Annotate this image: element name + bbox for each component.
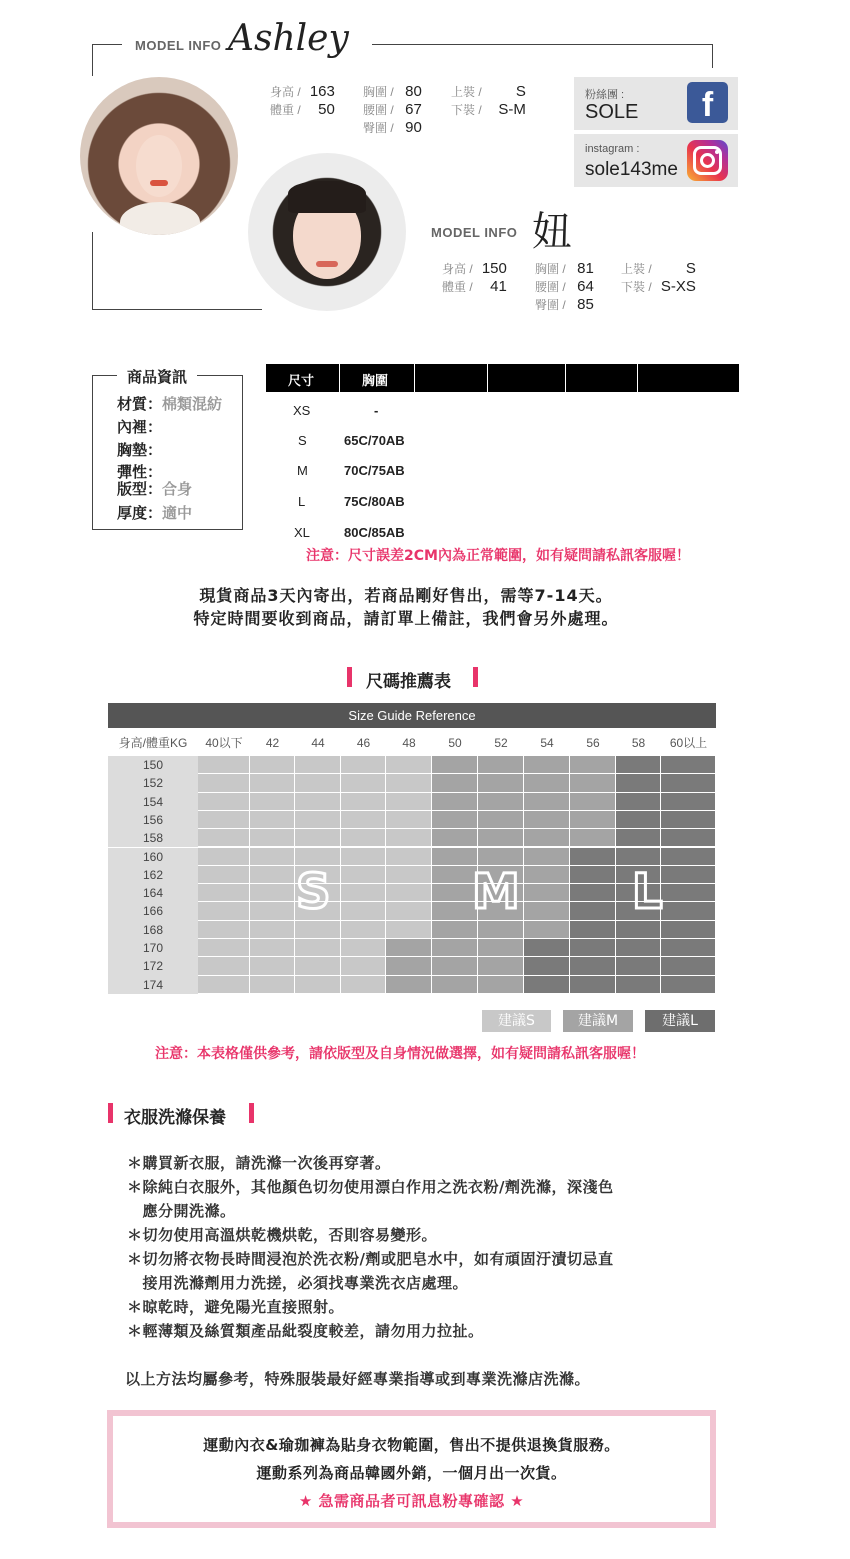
heading-bar xyxy=(347,667,352,687)
size-cell-l xyxy=(616,976,661,994)
size-cell-m xyxy=(570,811,616,829)
product-info-title: 商品資訊 xyxy=(117,366,197,387)
legend-s: 建議S xyxy=(482,1010,551,1032)
size-cell-s xyxy=(341,774,386,792)
size-cell-s xyxy=(386,774,432,792)
product-info-box xyxy=(92,368,243,530)
height-label: 162 xyxy=(108,866,198,884)
weight-header: 46 xyxy=(356,736,371,750)
size-cell-m xyxy=(432,921,478,939)
material-row: 材質：棉類混紡 xyxy=(117,395,223,413)
size-xs: XS xyxy=(293,403,311,418)
size-guide-notice: 注意：本表格僅供參考，請依版型及自身情況做選擇，如有疑問請私訊客服喔！ xyxy=(155,1046,645,1062)
size-cell-l xyxy=(661,902,716,920)
size-cell-l xyxy=(570,902,616,920)
size-cell-m xyxy=(524,866,570,884)
heading-bar xyxy=(108,1103,113,1123)
size-cell-m xyxy=(478,939,524,957)
lining-row: 內裡： xyxy=(117,418,163,436)
policy-line-2: 運動系列為商品韓國外銷，一個月出一次貨。 xyxy=(256,1464,567,1482)
model-name: Ashley xyxy=(228,18,349,59)
washing-title: 衣服洗滌保養 xyxy=(124,1108,226,1128)
size-cell-l xyxy=(661,829,716,847)
size-m: M xyxy=(297,463,308,478)
size-cell-m xyxy=(524,793,570,811)
model2-weight: 體重 / 41 xyxy=(442,278,507,295)
bust-xl: 80C/85AB xyxy=(344,525,405,540)
size-xl: XL xyxy=(294,525,310,540)
size-cell-s xyxy=(198,884,250,902)
size-cell-m xyxy=(570,829,616,847)
size-cell-l xyxy=(616,829,661,847)
bust-xs: - xyxy=(374,403,379,418)
size-cell-m xyxy=(524,829,570,847)
model1-waist: 腰圍 / 67 xyxy=(363,101,422,118)
size-cell-m xyxy=(524,848,570,866)
size-cell-m xyxy=(386,957,432,975)
size-cell-m xyxy=(432,811,478,829)
size-cell-l xyxy=(661,866,716,884)
size-cell-s xyxy=(250,848,295,866)
size-cell-s xyxy=(341,976,386,994)
size-cell-m xyxy=(386,939,432,957)
zone-label-m: M xyxy=(472,864,520,920)
model-photo-niu xyxy=(248,153,406,311)
size-cell-l xyxy=(616,921,661,939)
shipping-line-2: 特定時間要收到商品，請訂單上備註，我們會另外處理。 xyxy=(193,609,619,628)
washing-footer: 以上方法均屬參考，特殊服裝最好經專業指導或到專業洗滌店洗滌。 xyxy=(125,1370,591,1388)
size-cell-m xyxy=(478,957,524,975)
size-cell-m xyxy=(524,811,570,829)
model-info-label: MODEL INFO xyxy=(431,225,518,240)
size-cell-s xyxy=(386,902,432,920)
wash-line: ＊切勿將衣物長時間浸泡於洗衣粉/劑或肥皂水中，如有頑固汙漬切忌直 xyxy=(127,1250,614,1268)
size-cell-s xyxy=(198,756,250,774)
weight-header: 58 xyxy=(631,736,646,750)
bust-m: 70C/75AB xyxy=(344,463,405,478)
model1-top-size: 上裝 / S xyxy=(451,83,526,100)
size-table-header: 尺寸 胸圍 xyxy=(266,364,739,392)
size-cell-l xyxy=(570,848,616,866)
size-cell-m xyxy=(478,793,524,811)
size-cell-s xyxy=(295,756,341,774)
size-cell-s xyxy=(386,811,432,829)
wash-line: 應分開洗滌。 xyxy=(127,1202,236,1220)
model2-waist: 腰圍 / 64 xyxy=(535,278,594,295)
legend-m: 建議M xyxy=(563,1010,633,1032)
size-cell-l xyxy=(616,811,661,829)
weight-header: 60以上 xyxy=(669,736,708,750)
size-cell-m xyxy=(570,774,616,792)
weight-header: 44 xyxy=(311,736,325,750)
thickness-row: 厚度：適中 xyxy=(117,504,193,522)
size-l: L xyxy=(298,494,306,509)
size-cell-l xyxy=(661,774,716,792)
bust-l: 75C/80AB xyxy=(344,494,405,509)
size-cell-m xyxy=(432,976,478,994)
size-cell-m xyxy=(570,756,616,774)
size-cell-l xyxy=(524,957,570,975)
size-cell-l xyxy=(661,793,716,811)
col-divider xyxy=(339,364,340,392)
size-cell-m xyxy=(524,921,570,939)
frame-line xyxy=(92,232,93,310)
wash-line: ＊切勿使用高溫烘乾機烘乾，否則容易變形。 xyxy=(127,1226,438,1244)
size-cell-s xyxy=(386,793,432,811)
size-cell-s xyxy=(341,829,386,847)
size-cell-m xyxy=(478,756,524,774)
height-label: 156 xyxy=(108,811,198,829)
size-cell-m xyxy=(432,829,478,847)
size-cell-l xyxy=(616,957,661,975)
heading-bar xyxy=(473,667,478,687)
model1-height: 身高 / 163 xyxy=(270,83,335,100)
size-cell-l xyxy=(570,921,616,939)
size-cell-m xyxy=(524,902,570,920)
size-cell-s xyxy=(341,957,386,975)
size-cell-s xyxy=(198,848,250,866)
frame-line xyxy=(712,44,713,68)
size-guide-corner: 身高/體重KG xyxy=(118,736,188,750)
size-cell-l xyxy=(661,756,716,774)
size-cell-l xyxy=(616,939,661,957)
height-label: 160 xyxy=(108,848,198,866)
model2-bottom-size: 下裝 / S-XS xyxy=(621,278,696,295)
size-guide-header: Size Guide Reference xyxy=(108,703,716,728)
weight-header: 42 xyxy=(265,736,280,750)
col-divider xyxy=(414,364,415,392)
col-divider xyxy=(637,364,638,392)
size-cell-s xyxy=(198,866,250,884)
model1-hip: 臀圍 / 90 xyxy=(363,119,422,136)
size-cell-s xyxy=(250,957,295,975)
size-cell-m xyxy=(432,774,478,792)
height-label: 166 xyxy=(108,902,198,920)
size-cell-s xyxy=(341,756,386,774)
model2-hip: 臀圍 / 85 xyxy=(535,296,594,313)
size-cell-l xyxy=(570,939,616,957)
heading-bar xyxy=(249,1103,254,1123)
size-cell-l xyxy=(661,884,716,902)
weight-header: 54 xyxy=(540,736,554,750)
model-photo-ashley xyxy=(80,77,238,235)
size-cell-m xyxy=(432,793,478,811)
size-cell-s xyxy=(295,829,341,847)
size-cell-s xyxy=(198,976,250,994)
size-cell-l xyxy=(661,957,716,975)
frame-line xyxy=(92,44,122,45)
size-cell-s xyxy=(198,793,250,811)
size-guide-title: 尺碼推薦表 xyxy=(366,672,451,692)
stretch-row: 彈性： xyxy=(117,463,163,481)
size-cell-s xyxy=(198,811,250,829)
size-cell-s xyxy=(295,976,341,994)
legend-l: 建議L xyxy=(645,1010,715,1032)
lips-shape xyxy=(316,261,338,267)
shipping-line-1: 現貨商品3天內寄出，若商品剛好售出，需等7-14天。 xyxy=(199,586,613,605)
size-cell-l xyxy=(570,957,616,975)
policy-line-3: ★ 急需商品者可訊息粉專確認 ★ xyxy=(298,1492,525,1510)
height-label: 172 xyxy=(108,957,198,975)
lace-top-shape xyxy=(120,202,200,235)
size-cell-s xyxy=(295,793,341,811)
size-cell-s xyxy=(250,921,295,939)
size-cell-m xyxy=(386,976,432,994)
size-cell-l xyxy=(661,848,716,866)
size-cell-m xyxy=(478,811,524,829)
weight-header: 56 xyxy=(586,736,600,750)
size-cell-s xyxy=(250,774,295,792)
size-cell-s xyxy=(250,976,295,994)
instagram-box[interactable]: instagram : sole143me xyxy=(574,134,738,187)
model1-weight: 體重 / 50 xyxy=(270,101,335,118)
size-cell-m xyxy=(524,756,570,774)
size-cell-l xyxy=(616,793,661,811)
size-cell-s xyxy=(250,884,295,902)
size-cell-m xyxy=(478,829,524,847)
size-cell-s xyxy=(250,939,295,957)
size-cell-l xyxy=(661,939,716,957)
bust-s: 65C/70AB xyxy=(344,433,405,448)
wash-line: ＊輕薄類及絲質類產品紕裂度較差，請勿用力拉扯。 xyxy=(127,1322,484,1340)
size-s: S xyxy=(298,433,307,448)
wash-line: ＊購買新衣服，請洗滌一次後再穿著。 xyxy=(127,1154,391,1172)
size-cell-s xyxy=(198,921,250,939)
frame-line xyxy=(372,44,713,45)
bangs-shape xyxy=(288,181,366,213)
height-label: 150 xyxy=(108,756,198,774)
wash-line: 接用洗滌劑用力洗搓，必須找專業洗衣店處理。 xyxy=(127,1274,469,1292)
frame-line xyxy=(92,309,262,310)
model1-bust: 胸圍 / 80 xyxy=(363,83,422,100)
frame-line xyxy=(92,44,93,76)
size-cell-s xyxy=(198,957,250,975)
size-cell-l xyxy=(524,939,570,957)
height-label: 164 xyxy=(108,884,198,902)
size-cell-s xyxy=(341,866,386,884)
height-label: 154 xyxy=(108,793,198,811)
size-cell-s xyxy=(198,939,250,957)
policy-line-1: 運動內衣&瑜珈褲為貼身衣物範圍，售出不提供退換貨服務。 xyxy=(203,1436,620,1454)
size-cell-m xyxy=(432,939,478,957)
weight-header: 48 xyxy=(402,736,416,750)
size-notice: 注意：尺寸誤差2CM內為正常範圍，如有疑問請私訊客服喔！ xyxy=(306,548,690,564)
height-label: 174 xyxy=(108,976,198,994)
instagram-icon[interactable] xyxy=(687,140,728,181)
size-cell-s xyxy=(341,939,386,957)
size-cell-m xyxy=(478,774,524,792)
size-cell-m xyxy=(524,774,570,792)
size-cell-s xyxy=(386,848,432,866)
weight-header: 52 xyxy=(494,736,508,750)
face-shape xyxy=(136,135,182,197)
size-cell-l xyxy=(524,976,570,994)
height-label: 152 xyxy=(108,774,198,792)
size-cell-s xyxy=(250,793,295,811)
size-cell-s xyxy=(386,921,432,939)
size-cell-m xyxy=(524,884,570,902)
weight-header: 40以下 xyxy=(205,736,243,750)
size-cell-l xyxy=(661,811,716,829)
size-cell-m xyxy=(478,976,524,994)
size-cell-s xyxy=(295,774,341,792)
size-cell-l xyxy=(661,921,716,939)
size-cell-l xyxy=(616,756,661,774)
height-label: 158 xyxy=(108,829,198,847)
wash-line: ＊除純白衣服外，其他顏色切勿使用漂白作用之洗衣粉/劑洗滌，深淺色 xyxy=(127,1178,614,1196)
size-cell-s xyxy=(295,939,341,957)
size-cell-s xyxy=(295,957,341,975)
fit-row: 版型：合身 xyxy=(117,480,193,498)
zone-label-l: L xyxy=(632,864,663,920)
size-cell-l xyxy=(570,866,616,884)
size-cell-s xyxy=(250,902,295,920)
size-cell-s xyxy=(386,756,432,774)
pad-row: 胸墊： xyxy=(117,441,163,459)
size-cell-s xyxy=(295,921,341,939)
size-cell-s xyxy=(198,829,250,847)
size-cell-s xyxy=(341,811,386,829)
size-cell-s xyxy=(250,866,295,884)
zone-label-s: S xyxy=(296,864,331,920)
size-cell-s xyxy=(341,902,386,920)
size-cell-m xyxy=(432,756,478,774)
size-cell-s xyxy=(341,793,386,811)
lips-shape xyxy=(150,180,168,186)
size-cell-s xyxy=(386,884,432,902)
col-divider xyxy=(487,364,488,392)
facebook-icon[interactable]: f xyxy=(687,82,728,123)
size-cell-m xyxy=(570,793,616,811)
size-cell-l xyxy=(616,774,661,792)
model2-bust: 胸圍 / 81 xyxy=(535,260,594,277)
model-info-label: MODEL INFO xyxy=(135,38,222,53)
size-cell-l xyxy=(661,976,716,994)
wash-line: ＊晾乾時，避免陽光直接照射。 xyxy=(127,1298,345,1316)
size-cell-s xyxy=(250,829,295,847)
size-cell-s xyxy=(250,811,295,829)
size-cell-m xyxy=(432,957,478,975)
size-cell-l xyxy=(570,884,616,902)
model2-top-size: 上裝 / S xyxy=(621,260,696,277)
size-cell-s xyxy=(341,921,386,939)
size-cell-s xyxy=(386,829,432,847)
model-name: 妞 xyxy=(532,209,572,255)
size-cell-s xyxy=(198,902,250,920)
size-cell-s xyxy=(295,811,341,829)
facebook-box[interactable]: 粉絲團 : SOLE f xyxy=(574,77,738,130)
size-cell-s xyxy=(198,774,250,792)
size-cell-s xyxy=(341,848,386,866)
col-divider xyxy=(565,364,566,392)
weight-header: 50 xyxy=(448,736,462,750)
height-label: 170 xyxy=(108,939,198,957)
size-cell-l xyxy=(570,976,616,994)
height-label: 168 xyxy=(108,921,198,939)
policy-box xyxy=(107,1410,716,1528)
size-cell-s xyxy=(341,884,386,902)
size-cell-s xyxy=(250,756,295,774)
size-cell-m xyxy=(478,921,524,939)
size-cell-s xyxy=(386,866,432,884)
model1-bottom-size: 下裝 / S-M xyxy=(451,101,526,118)
model2-height: 身高 / 150 xyxy=(442,260,507,277)
